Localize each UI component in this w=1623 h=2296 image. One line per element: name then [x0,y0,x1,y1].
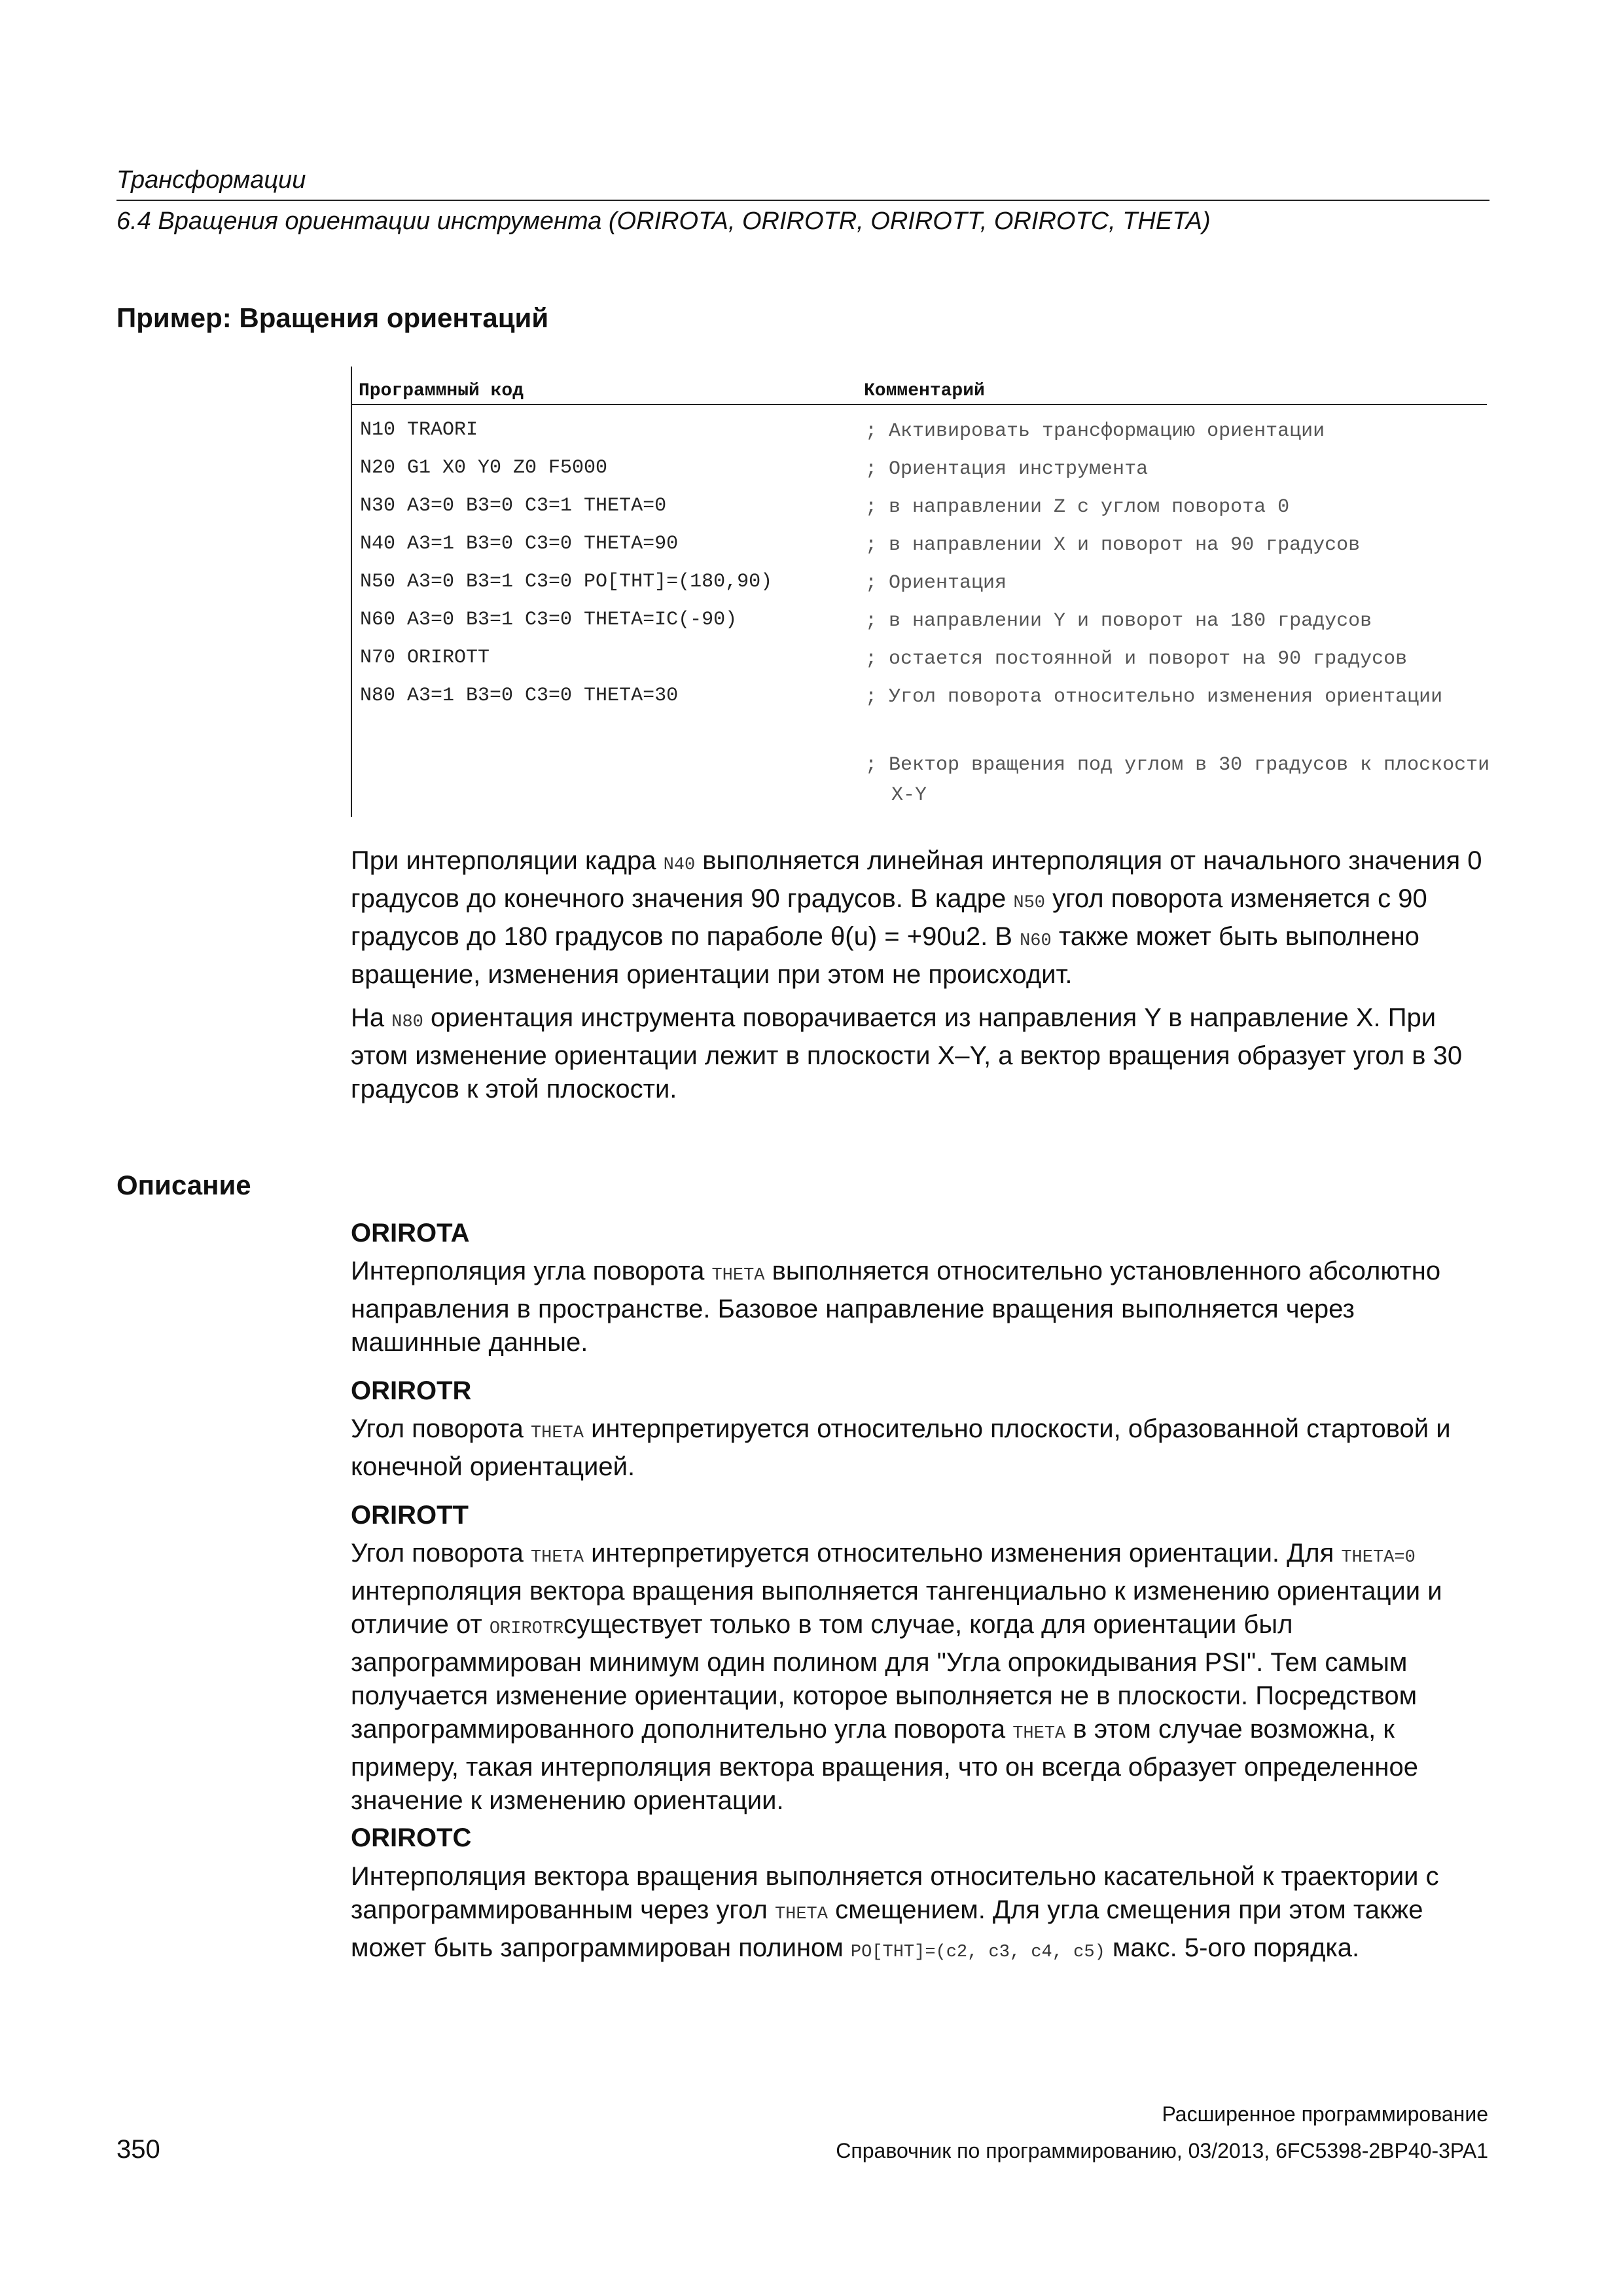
orirota-heading: ORIROTA [351,1219,470,1247]
code-comment: ; в направлении X и поворот на 90 градусов [865,534,1361,556]
code-line: N20 G1 X0 Y0 Z0 F5000 [360,457,608,479]
code-comment: ; в направлении Z с углом поворота 0 [865,496,1290,518]
code-line: N70 ORIROTT [360,647,490,669]
orirott-heading: ORIROTT [351,1501,469,1530]
chapter-title: Трансформации [116,166,306,194]
table-left-border [351,367,352,817]
code-line: N10 TRAORI [360,419,478,441]
code-line: N60 A3=0 B3=1 C3=0 THETA=IC(-90) [360,609,738,631]
code-line: N50 A3=0 B3=1 C3=0 PO[THT]=(180,90) [360,571,773,593]
orirotr-heading: ORIROTR [351,1376,472,1405]
code-line: N40 A3=1 B3=0 C3=0 THETA=90 [360,533,679,555]
code-line: N80 A3=1 B3=0 C3=0 THETA=30 [360,685,679,707]
example-heading: Пример: Вращения ориентаций [116,302,549,333]
column-header-comment: Комментарий [864,381,985,401]
paragraph-n80: На N80 ориентация инструмента поворачивается из направления Y в направление X. При этом изменение ориентации лежит в плоскости X–Y, а вектор вращения образует угол в 30 градусов к этой плоскости. [351,1003,1463,1103]
orirota-text: Интерполяция угла поворота THETA выполняется относительно установленного абсолютно направления в пространстве. Базовое направление вращения выполняется через машинные данные. [351,1257,1441,1357]
table-header-rule [351,404,1487,405]
paragraph-interpolation: При интерполяции кадра N40 выполняется линейная интерполяция от начального значения 0 градусов до конечного значения 90 градусов. В кадре N50 угол поворота изменяется с 90 градусов до 180 градусов по параболе θ(u) = +90u2. В N60 также может быть выполнено вращение, изменения ориентации при этом не происходит. [351,846,1482,989]
code-comment: ; Активировать трансформацию ориентации [865,420,1325,442]
code-comment: ; Ориентация инструмента [865,458,1149,480]
orirotr-text: Угол поворота THETA интерпретируется относительно плоскости, образованной стартовой и конечной ориентацией. [351,1414,1451,1481]
code-line: N30 A3=0 B3=0 C3=1 THETA=0 [360,495,667,517]
description-heading: Описание [116,1170,251,1200]
code-comment: ; Ориентация [865,572,1007,594]
orirotc-heading: ORIROTC [351,1823,472,1852]
footer-book-title: Расширенное программирование [1162,2102,1488,2126]
code-comment: ; остается постоянной и поворот на 90 градусов [865,648,1408,670]
code-comment: ; в направлении Y и поворот на 180 градусов [865,610,1372,632]
header-rule [116,200,1489,201]
code-comment: ; Вектор вращения под углом в 30 градусов к плоскости X-Y [865,754,1502,806]
page-number: 350 [116,2135,160,2164]
footer-reference: Справочник по программированию, 03/2013, 6FC5398-2BP40-3PA1 [836,2139,1488,2162]
code-comment: ; Угол поворота относительно изменения ориентации [865,686,1443,708]
orirott-text: Угол поворота THETA интерпретируется относительно изменения ориентации. Для THETA=0 интерполяция вектора вращения выполняется тангенциально к изменению ориентации и отличие от ORIROTRсуществует только в том случае, когда для ориентации был запрограммирован минимум один полином для "Угла опрокидывания PSI". Тем самым получается изменение ориентации, которое выполняется не в плоскости. Посредством запрограммированного дополнительно угла поворота THETA в этом случае возможна, к примеру, такая интерполяция вектора вращения, что он всегда образует определенное значение к изменению ориентации. [351,1539,1442,1815]
column-header-code: Программный код [359,381,524,401]
section-title: 6.4 Вращения ориентации инструмента (ORIROTA, ORIROTR, ORIROTT, ORIROTC, THETA) [116,207,1211,235]
orirotc-text: Интерполяция вектора вращения выполняется относительно касательной к траектории с запрограммированным через угол THETA смещением. Для угла смещения при этом также может быть запрограммирован полином PO[THT]=(c2, c3, c4, c5) макс. 5-ого порядка. [351,1862,1439,1962]
